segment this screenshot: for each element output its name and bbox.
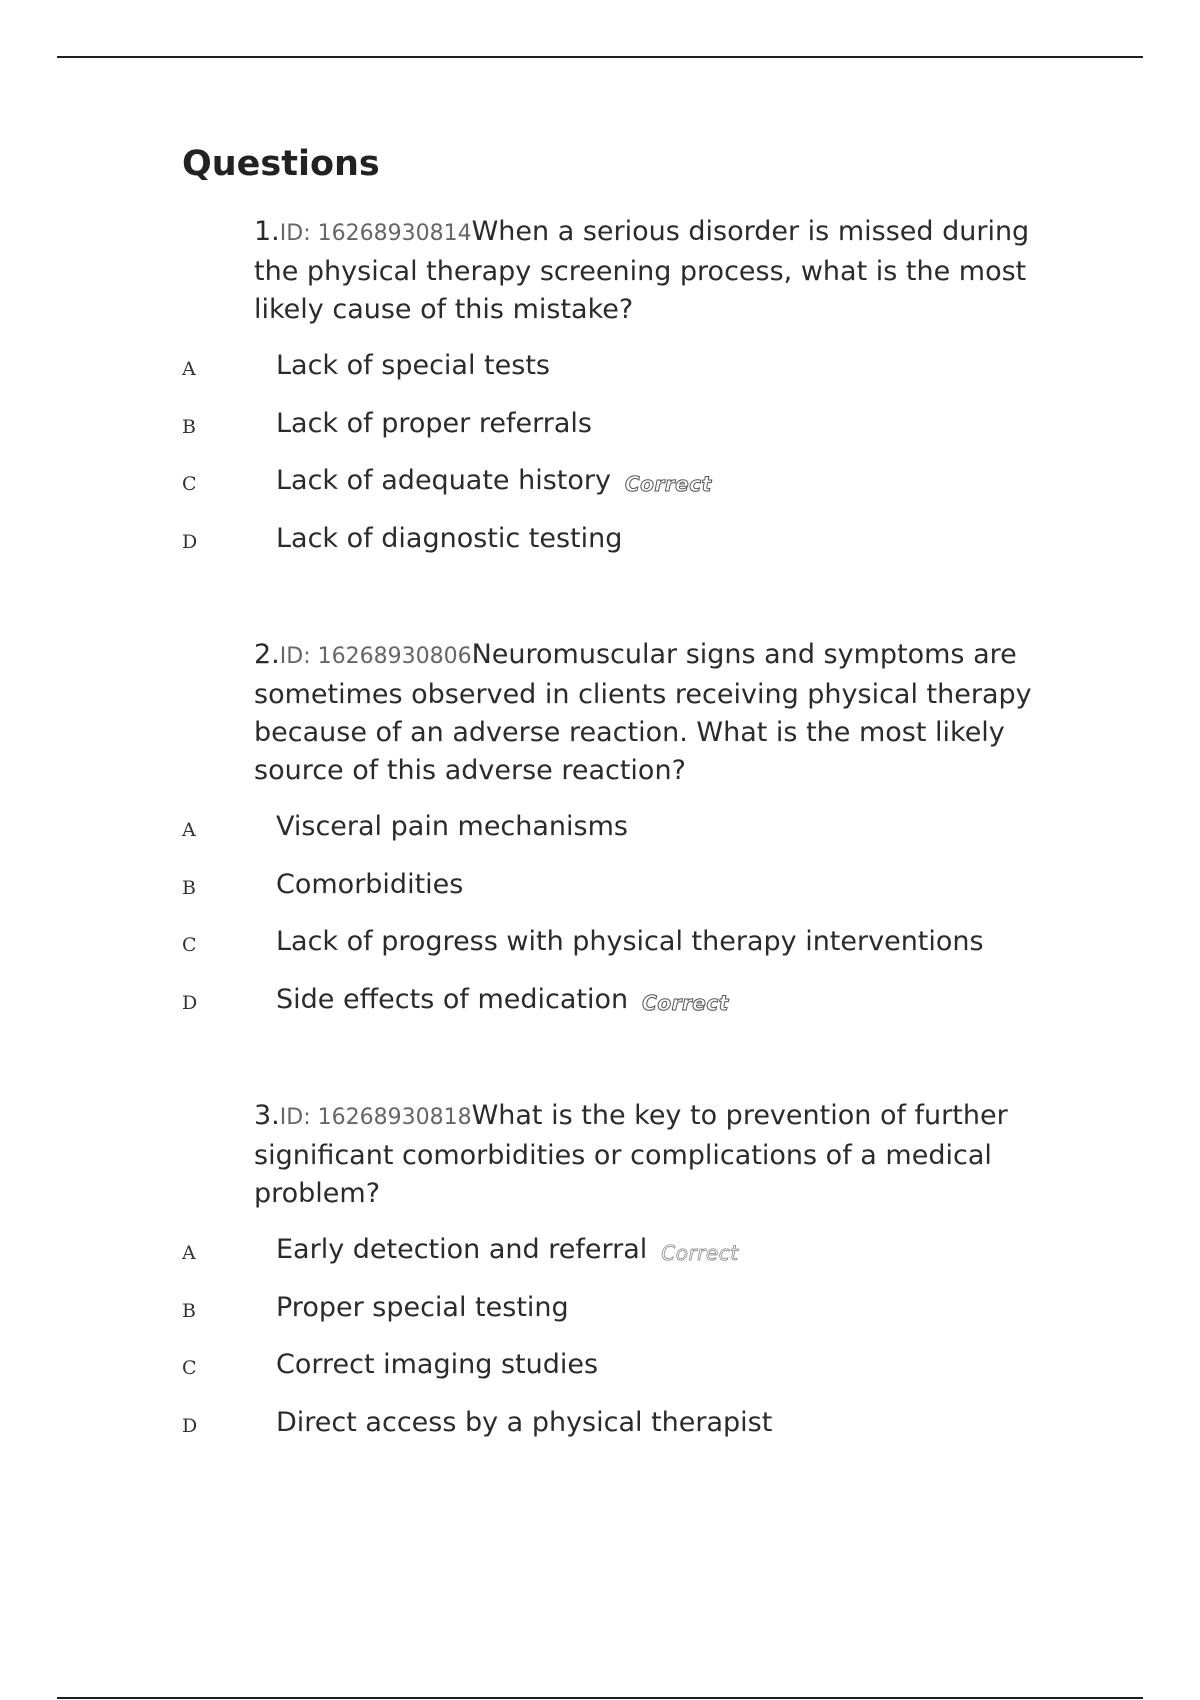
option-letter: C xyxy=(182,1357,197,1379)
option-text: Lack of proper referrals xyxy=(276,407,592,439)
page-title: Questions xyxy=(182,144,380,184)
option-letter: B xyxy=(182,876,196,899)
answer-option-b[interactable] xyxy=(182,405,1082,463)
question-stem xyxy=(254,213,1034,329)
question-1 xyxy=(182,213,1082,577)
question-text: When a serious disorder is missed during the physical therapy screening process, what is the most likely cause of this mistake? xyxy=(254,216,1030,325)
option-text: Lack of diagnostic testing xyxy=(276,522,623,554)
option-letter: C xyxy=(182,473,197,495)
question-number: 1. xyxy=(254,216,280,247)
question-id: ID: 16268930806 xyxy=(279,644,472,669)
question-stem xyxy=(254,636,1034,790)
option-text: Lack of adequate history xyxy=(276,465,611,496)
answer-option-a[interactable] xyxy=(182,808,1082,866)
answer-option-c[interactable] xyxy=(182,1346,1082,1404)
correct-marker: Correct xyxy=(661,1241,739,1265)
option-text: Early detection and referral xyxy=(276,1234,648,1265)
option-letter: D xyxy=(182,1414,198,1437)
option-letter: A xyxy=(182,358,196,380)
option-letter: D xyxy=(182,991,198,1014)
question-stem xyxy=(254,1097,1034,1213)
option-letter: C xyxy=(182,934,197,956)
answer-option-d[interactable] xyxy=(182,520,1082,578)
option-letter: B xyxy=(182,1299,196,1322)
option-text: Visceral pain mechanisms xyxy=(276,811,628,842)
question-2 xyxy=(182,636,1082,1038)
option-text: Lack of progress with physical therapy interventions xyxy=(276,926,984,957)
answer-option-d[interactable] xyxy=(182,1404,1082,1462)
question-id: ID: 16268930818 xyxy=(279,1105,472,1130)
question-text: Neuromuscular signs and symptoms are sometimes observed in clients receiving physical therapy because of an adverse reaction. What is the most likely source of this adverse reaction? xyxy=(254,639,1032,786)
option-text: Comorbidities xyxy=(276,868,464,900)
question-id: ID: 16268930814 xyxy=(279,221,472,246)
answer-options xyxy=(182,1231,1082,1461)
option-text: Lack of special tests xyxy=(276,350,550,381)
option-letter: A xyxy=(182,819,196,841)
question-3 xyxy=(182,1097,1082,1461)
answer-option-c[interactable] xyxy=(182,462,1082,520)
option-letter: D xyxy=(182,530,198,553)
question-number: 2. xyxy=(254,639,280,670)
answer-option-a[interactable] xyxy=(182,347,1082,405)
footer-divider xyxy=(57,1697,1143,1699)
answer-option-b[interactable] xyxy=(182,866,1082,924)
option-text: Side effects of medication xyxy=(276,983,629,1015)
answer-option-c[interactable] xyxy=(182,923,1082,981)
correct-marker: Correct xyxy=(625,472,712,496)
option-text: Correct imaging studies xyxy=(276,1349,599,1380)
answer-options xyxy=(182,347,1082,577)
answer-option-a[interactable] xyxy=(182,1231,1082,1289)
question-number: 3. xyxy=(254,1100,280,1131)
answer-option-d[interactable] xyxy=(182,981,1082,1039)
option-letter: B xyxy=(182,415,196,438)
answer-options xyxy=(182,808,1082,1038)
option-text: Direct access by a physical therapist xyxy=(276,1406,773,1438)
header-divider xyxy=(57,56,1143,58)
answer-option-b[interactable] xyxy=(182,1289,1082,1347)
question-text: What is the key to prevention of further significant comorbidities or complications of a medical problem? xyxy=(254,1100,1008,1209)
correct-marker: Correct xyxy=(642,990,729,1015)
option-letter: A xyxy=(182,1242,196,1264)
option-text: Proper special testing xyxy=(276,1291,569,1323)
